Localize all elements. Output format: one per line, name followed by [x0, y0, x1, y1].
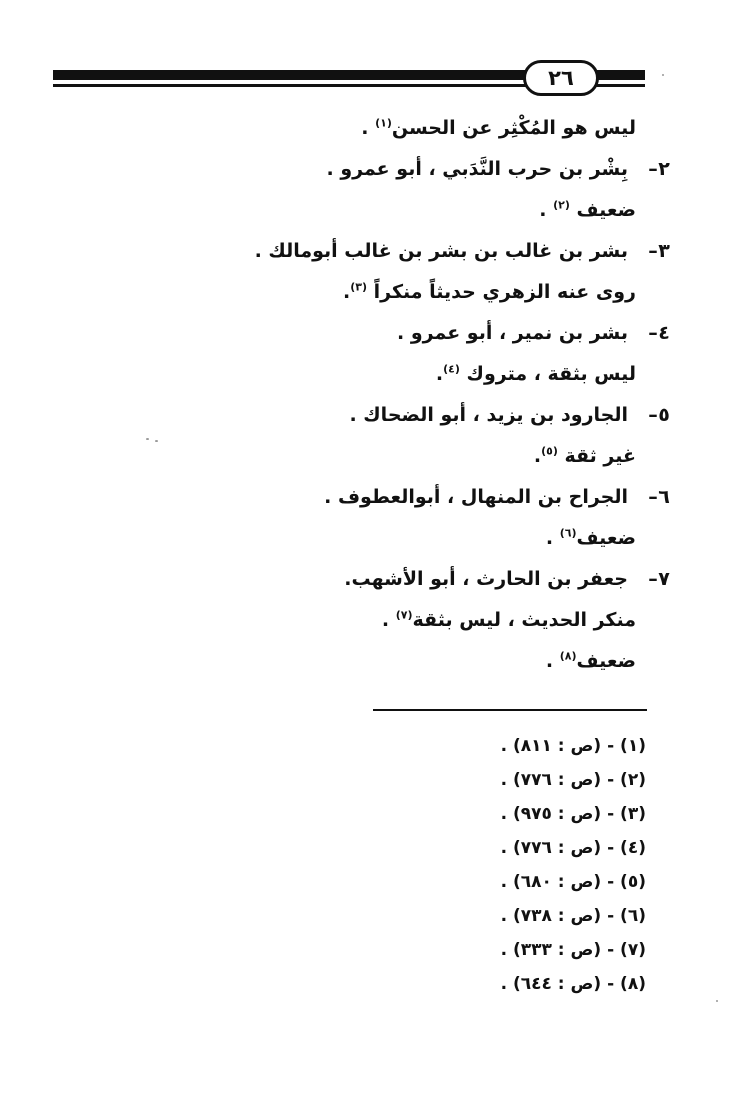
- entry-number: ٥: [658, 404, 670, 426]
- footnote: (٤) - (ص : ٧٧٦) .: [500, 838, 646, 858]
- entry-line: [168, 600, 648, 641]
- footnote: (٣) - (ص : ٩٧٥) .: [500, 804, 646, 824]
- entry-text: الجارود بن يزيد ، أبو الضحاك .: [349, 404, 628, 426]
- entry-text: ليس هو المُكْثِر عن الحسن$^{(١)}$ .: [361, 116, 636, 139]
- entry-dash: –: [648, 322, 658, 344]
- footnote: (١) - (ص : ٨١١) .: [500, 736, 646, 756]
- entry-number: ٢: [658, 158, 670, 180]
- entry-number: ٧: [658, 568, 670, 590]
- entry-dash: –: [648, 158, 658, 180]
- entry-line: [168, 559, 670, 600]
- entry-line: [168, 190, 648, 231]
- entry-text: جعفر بن الحارث ، أبو الأشهب.: [344, 568, 628, 590]
- entry-number: ٦: [658, 486, 670, 508]
- footnote: (٨) - (ص : ٦٤٤) .: [500, 974, 646, 994]
- footnote: (٦) - (ص : ٧٣٨) .: [500, 906, 646, 926]
- entry-dash: –: [648, 240, 658, 262]
- entry-dash: –: [648, 568, 658, 590]
- entry-line: [168, 108, 648, 149]
- entries-list: [168, 108, 670, 682]
- entry-line: [168, 272, 648, 313]
- scan-speck: [146, 438, 149, 440]
- entry-text: الجراح بن المنهال ، أبوالعطوف .: [324, 486, 628, 508]
- entry-text: بِشْر بن حرب النَّدَبي ، أبو عمرو .: [326, 158, 628, 180]
- entry-line: [168, 354, 648, 395]
- entry-line: [168, 313, 670, 354]
- page-number: ٢٦: [523, 60, 599, 96]
- footnotes-list: [386, 729, 646, 1001]
- entry-text: روى عنه الزهري حديثاً منكراً $^{(٣)}$.: [343, 280, 636, 303]
- entry-text: بشر بن نمير ، أبو عمرو .: [397, 322, 628, 344]
- entry-line: [168, 395, 670, 436]
- entry-text: ضعيف$^{(٨)}$ .: [545, 649, 636, 672]
- entry-line: [168, 149, 670, 190]
- footnote: (٢) - (ص : ٧٧٦) .: [500, 770, 646, 790]
- entry-line: [168, 641, 648, 682]
- entry-text: ضعيف $^{(٢)}$ .: [539, 198, 636, 221]
- entry-text: بشر بن غالب بن بشر بن غالب أبومالك .: [254, 240, 628, 262]
- entry-number: ٣: [658, 240, 670, 262]
- entry-line: [168, 436, 648, 477]
- entry-text: غير ثقة $^{(٥)}$.: [533, 444, 636, 467]
- scan-speck: [716, 1000, 718, 1002]
- entry-line: [168, 231, 670, 272]
- entry-dash: –: [648, 486, 658, 508]
- entry-dash: –: [648, 404, 658, 426]
- entry-text: ليس بثقة ، متروك $^{(٤)}$.: [435, 362, 636, 385]
- footnote: (٥) - (ص : ٦٨٠) .: [500, 872, 646, 892]
- entry-number: ٤: [658, 322, 670, 344]
- footnote: (٧) - (ص : ٣٣٣) .: [500, 940, 646, 960]
- footnote-separator: [373, 709, 647, 711]
- entry-line: [168, 477, 670, 518]
- scan-speck: [662, 74, 664, 76]
- scan-speck: [155, 440, 158, 442]
- entry-text: ضعيف$^{(٦)}$ .: [545, 526, 636, 549]
- entry-text: منكر الحديث ، ليس بثقة$^{(٧)}$ .: [381, 608, 636, 631]
- entry-line: [168, 518, 648, 559]
